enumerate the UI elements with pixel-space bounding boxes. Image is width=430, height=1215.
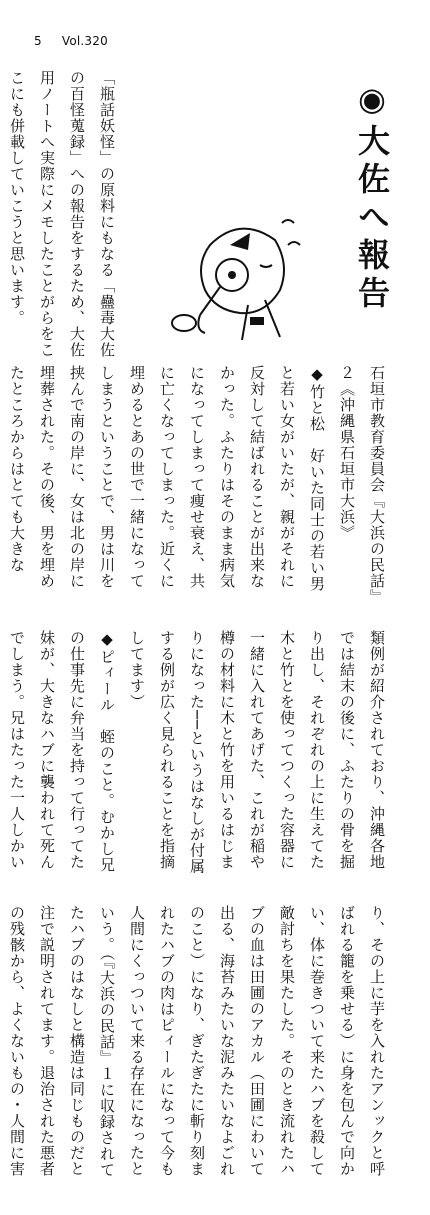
volume-label: Vol.320 xyxy=(61,34,108,48)
body-column-lower-2: り、その上に芋を入れたアンックと呼ばれる籠を乗せる）に身を包んで向かい、体に巻きついて来たハブを殺して敵討ちを果たした。そのとき流れたハブの血は田圃のアカル（田圃にわいて出る、海苔みたいな泥みたいなよごれのこと）になり、ぎたぎたに斬り刻まれたハブの肉はピィールになって今も人間にくっついて来る存在になったという。（『大浜の民話』１に収録されてたハブのはなしと構造は同じものだと注で説明されてます。退治された悪者の残骸から、よくないもの・人間に害 xyxy=(8,905,386,1178)
article-title: ◉大佐へ報告 xyxy=(353,80,391,314)
body-column-middle: 石垣市教育委員会『大浜の民話』２《沖縄県石垣市大浜》 ◆竹と松 好いた同士の若い男と若い女がいたが、親がそれに反対して結ばれることが出来なかった。ふたりはそのまま病気になってしまって痩せ衰え、共に亡くなってしまった。近くに埋めるとあの世で一緒になってしまうということで、男は川を挟んで南の岸に、女は北の岸に埋葬された。その後、男を埋めたところからはとても大きな xyxy=(8,365,386,598)
body-column-lower-1: 類例が紹介されており、沖縄各地では結末の後に、ふたりの骨を掘り出し、それぞれの上に生えてた木と竹とを使ってつくった容器に一緒に入れてあげた、これが稲や樽の材料に木と竹を用いるはじまりになった──というはなしが付属する例が広く見られることを指摘してます） ◆ピィール 蛭のこと。むかし兄の仕事先に弁当を持って行ってた妹が、大きなハブに襲われて死んでしまう。兄はたった一人しかい xyxy=(8,630,386,875)
page-header xyxy=(34,34,124,48)
cartoon-illustration xyxy=(170,205,310,345)
page-number: 5 xyxy=(34,34,42,48)
intro-text: 「瓶話妖怪」の原料にもなる「蠱毒大佐の百怪蒐録」への報告をするため、大佐用ノートへ実際にメモしたことがらをここにも併載していこうと思います。 xyxy=(8,70,116,358)
